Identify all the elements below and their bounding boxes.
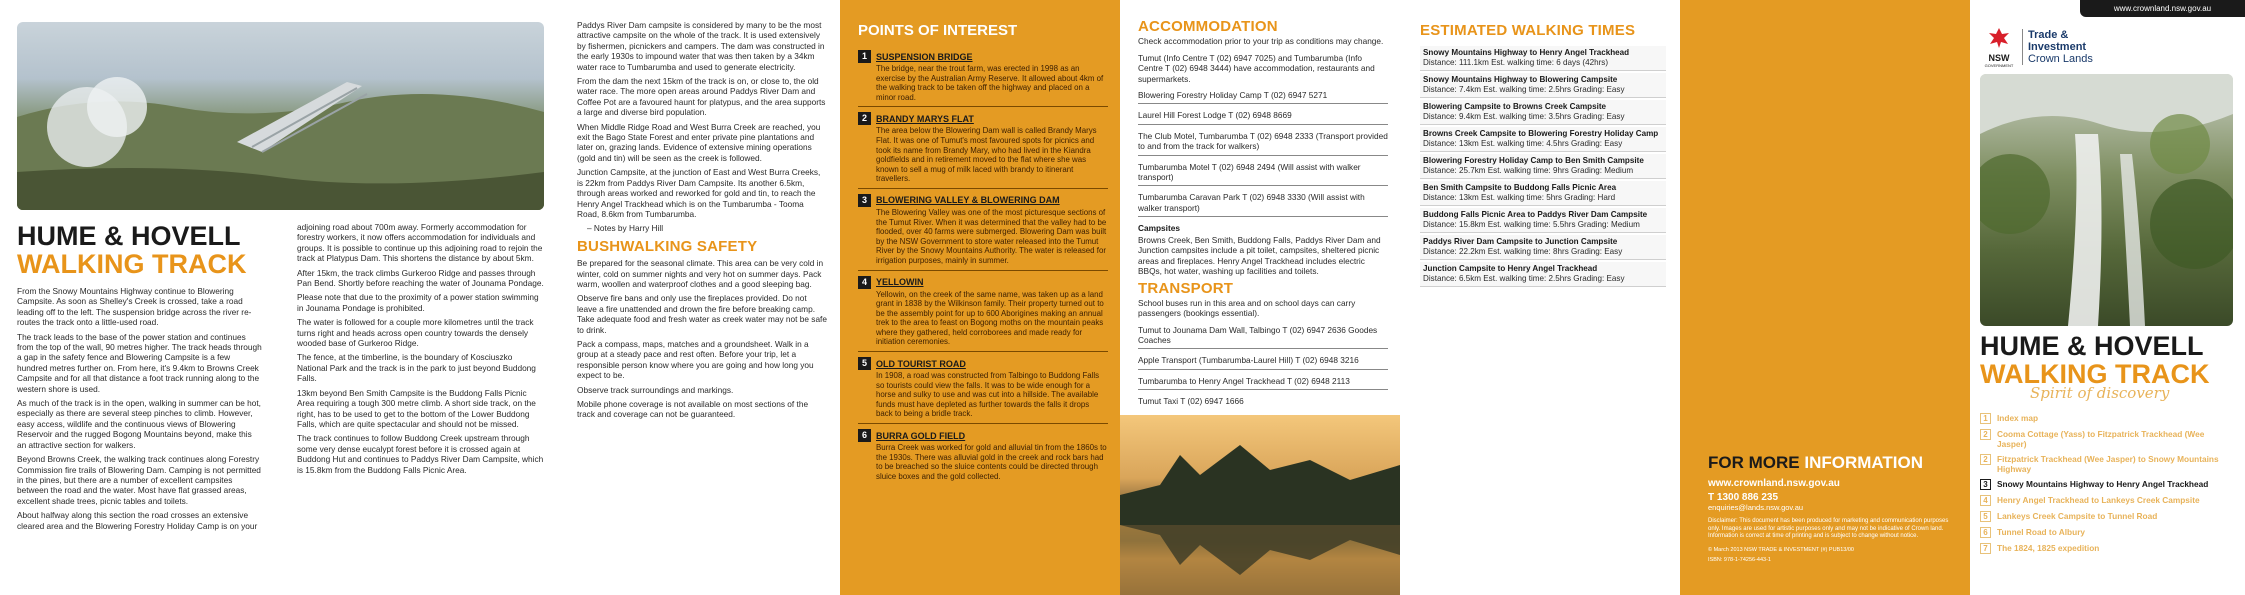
poi-name: OLD TOURIST ROAD [876, 358, 966, 369]
index-label: Lankeys Creek Campsite to Tunnel Road [1997, 511, 2158, 521]
title-line-1: HUME & HOVELL [17, 221, 241, 251]
leg-detail: Distance: 13km Est. walking time: 4.5hrs Grading: Easy [1423, 139, 1623, 148]
poi-item [858, 429, 1108, 485]
transport-item: Tumut Taxi T (02) 6947 1666 [1138, 396, 1244, 407]
contact-block [1708, 478, 1953, 564]
transport-item: Tumut to Jounama Dam Wall, Talbingo T (02) 6947 2636 Goodes Coaches [1138, 325, 1388, 350]
leg-name: Buddong Falls Picnic Area to Paddys River Dam Campsite [1423, 210, 1648, 219]
paragraph: Pack a compass, maps, matches and a groundsheet. Walk in a group at a steady pace and rest often. Before your trip, let a responsible person know where you are going and how long you expect to be. [577, 338, 814, 381]
index-item[interactable] [1980, 527, 2235, 538]
paragraph: About halfway along this section the road crosses an extensive cleared area and the Blowering Forestry Holiday Camp is on your [17, 510, 258, 531]
transport-item: Apple Transport (Tumbarumba-Laurel Hill) T (02) 6948 3216 [1138, 355, 1388, 369]
poi-list [858, 50, 1108, 490]
index-item[interactable] [1980, 429, 2235, 449]
poi-number: 3 [858, 194, 871, 207]
paragraph: Please note that due to the proximity of a power station swimming in Jounama Pondage is prohibited. [297, 292, 539, 313]
page-title [17, 222, 277, 278]
copyright-text: © March 2013 NSW TRADE & INVESTMENT (#) PUB13/00 [1708, 546, 1854, 553]
accommodation-item: Blowering Forestry Holiday Camp T (02) 6947 5271 [1138, 90, 1388, 104]
leg-name: Blowering Campsite to Browns Creek Campsite [1423, 102, 1607, 111]
dept-line-1: Trade & [2028, 29, 2069, 41]
paragraph: Observe fire bans and only use the fireplaces provided. Do not leave a fire unattended and drown the fire before breaking camp. Take adequate food and fresh water as creek water may not be safe to drink. [577, 293, 827, 335]
index-label: Cooma Cottage (Yass) to Fitzpatrick Trackhead (Wee Jasper) [1997, 429, 2205, 449]
panel-points-of-interest [840, 0, 1120, 595]
index-label: Index map [1997, 413, 2039, 423]
poi-text: The area below the Blowering Dam wall is called Brandy Marys Flat. It was one of Tumut's most favoured spots for picnics and took its name from Brandy Mary, who had lived in the Kiandra goldfields and in retirement moved to the flat where she was known to sell a mug of milk laced with brandy to itinerant travellers. [858, 126, 1108, 189]
cover-title-line-2: WALKING TRACK [1980, 359, 2210, 389]
paragraph: The track leads to the base of the power station and continues from the top of the wall, 90 metres higher. The track heads through a gap in the safety fence and Blowering Campsite is a few hundred metres further on. From here, it's 9.4km to Browns Creek Campsite and for all that distance a foot track running along to the western shore is used. [17, 331, 262, 394]
panel-intro [0, 0, 560, 595]
walking-times-heading: ESTIMATED WALKING TIMES [1420, 22, 1636, 39]
website-link[interactable]: www.crownland.nsw.gov.au [1708, 478, 1840, 489]
poi-text: Burra Creek was worked for gold and alluvial tin from the 1860s to the 1930s. There was alluvial gold in the creek and rock bars had to be breached so the sluice contents could be directed through sluice boxes and the gold collected. [876, 443, 1107, 481]
paragraph: After 15km, the track climbs Gurkeroo Ridge and passes through Pan Bend. Shortly before reaching the water of Jounama Pondage. [297, 267, 544, 289]
paragraph: Paddys River Dam campsite is considered by many to be the most attractive campsite on the whole of the track. It is used extensively by fishermen, picnickers and campers. The dam was constructed in the early 1930s to impound water that was then taken by a 34km water race to Tumbarumba and used to generate electricity. [577, 20, 825, 72]
paragraph: Browns Creek, Ben Smith, Buddong Falls, Paddys River Dam and Junction campsites include a pit toilet, campsites, sheltered picnic areas and fireplaces. Henry Angel Trackhead includes electric BBQs, hot water, washing up facilities and toilets. [1138, 234, 1381, 276]
paragraph: As much of the track is in the open, walking in summer can be hot, especially as there are several steep pinches to climb. However, easy access, wildlife and the continuous views of Blowering Reservoir and the rugged Bogong Mountains beyond, make this an attractive section for walkers. [17, 398, 261, 450]
title-line-2: WALKING TRACK [17, 249, 247, 279]
email-link[interactable]: enquiries@lands.nsw.gov.au [1708, 503, 1804, 512]
poi-number: 1 [858, 50, 871, 63]
panel-track-notes [560, 0, 840, 595]
isbn-text: ISBN: 978-1-74256-443-1 [1708, 556, 1771, 563]
paragraph: Observe track surroundings and markings. [577, 384, 734, 395]
index-number: 4 [1980, 495, 1991, 506]
index-number: 2 [1980, 429, 1991, 440]
leg-detail: Distance: 22.2km Est. walking time: 8hrs Grading: Easy [1423, 247, 1623, 256]
leg-name: Junction Campsite to Henry Angel Trackhead [1423, 264, 1598, 273]
index-number: 1 [1980, 413, 1991, 424]
department-name [2022, 29, 2093, 65]
logo-nsw: NSW [1988, 53, 2010, 63]
accommodation-item: Laurel Hill Forest Lodge T (02) 6948 8669 [1138, 110, 1388, 124]
paragraph: From the dam the next 15km of the track is on, or close to, the old water race. The more open areas around Paddys River Dam and Coffee Pot are a favoured haunt for platypus, and the area supports a large and diverse bird population. [577, 76, 826, 118]
index-number: 7 [1980, 543, 1991, 554]
index-number: 6 [1980, 527, 1991, 538]
index-item[interactable] [1980, 511, 2235, 522]
index-label: The 1824, 1825 expedition [1997, 543, 2100, 553]
poi-heading: POINTS OF INTEREST [858, 22, 1018, 39]
transport-heading: TRANSPORT [1138, 280, 1234, 298]
walking-time-item [1420, 73, 1666, 98]
poi-text: In 1908, a road was constructed from Talbingo to Buddong Falls so tourists could view the falls. It was to be wide enough for a horse and sulky to use and was cut into a hillside. The available funds must have depleted as further towards the falls it drops back to being a bridle track. [858, 371, 1108, 424]
leg-detail: Distance: 15.8km Est. walking time: 5.5hrs Grading: Medium [1423, 220, 1640, 229]
leg-detail: Distance: 9.4km Est. walking time: 3.5hrs Grading: Easy [1423, 112, 1625, 121]
paragraph: Mobile phone coverage is not available on most sections of the track and coverage can not be guaranteed. [577, 399, 809, 420]
url-tab[interactable]: www.crownland.nsw.gov.au [2080, 0, 2245, 17]
walking-time-item [1420, 181, 1666, 206]
accommodation-heading: ACCOMMODATION [1138, 18, 1278, 35]
disclaimer-text: Disclaimer: This document has been produced for marketing and communication purposes only. Images are used for artistic purposes only and may not be indicative of Crown land. Information is correct at time of printing and is subject to change without notice. [1708, 518, 1949, 539]
paragraph: The track continues to follow Buddong Creek upstream through some very dense eucalypt forest before it is crossed again at Buddong Hut and continues to Paddys River Dam Campsite, which is 15.8km from the Buddong Falls Picnic Area. [297, 433, 544, 475]
intro-column-1 [17, 286, 262, 535]
more-info-heading [1708, 453, 1923, 473]
intro-column-2 [297, 222, 545, 479]
poi-number: 2 [858, 112, 871, 125]
leg-detail: Distance: 7.4km Est. walking time: 2.5hrs Grading: Easy [1423, 85, 1625, 94]
leg-name: Snowy Mountains Highway to Henry Angel Trackhead [1423, 48, 1630, 57]
poi-name: BRANDY MARYS FLAT [876, 113, 974, 124]
dept-line-2: Investment [2028, 41, 2087, 53]
accommodation-item: Tumbarumba Motel T (02) 6948 2494 (Will assist with walker transport) [1138, 162, 1388, 187]
panel-cover [1970, 0, 2245, 595]
poi-name: BURRA GOLD FIELD [876, 430, 966, 441]
index-item[interactable] [1980, 495, 2235, 506]
leg-name: Paddys River Dam Campsite to Junction Campsite [1423, 237, 1618, 246]
transport-item: Tumbarumba to Henry Angel Trackhead T (02) 6948 2113 [1138, 376, 1388, 390]
leg-name: Snowy Mountains Highway to Blowering Campsite [1423, 75, 1618, 84]
leg-detail: Distance: 13km Est. walking time: 5hrs Grading: Hard [1423, 193, 1616, 202]
walking-times-list [1420, 46, 1666, 289]
walking-time-item [1420, 100, 1666, 125]
index-label: Tunnel Road to Albury [1997, 527, 2086, 537]
leg-name: Blowering Forestry Holiday Camp to Ben Smith Campsite [1423, 156, 1644, 165]
index-label: Snowy Mountains Highway to Henry Angel Trackhead [1997, 479, 2209, 489]
poi-item [858, 276, 1108, 353]
track-notes-column [577, 20, 827, 424]
index-item[interactable] [1980, 454, 2235, 474]
logo-government: GOVERNMENT [1984, 63, 2014, 68]
index-number: 2 [1980, 454, 1991, 465]
index-number: 3 [1980, 479, 1991, 490]
paragraph: 13km beyond Ben Smith Campsite is the Buddong Falls Picnic Area requiring a tough 300 metre climb. A short side track, on the right, has to be used to get to the bottom of the Lower Buddong Falls, which are quite spectacular and should not be missed. [297, 387, 536, 429]
cover-title [1980, 332, 2240, 388]
dept-line-3: Crown Lands [2028, 53, 2093, 65]
panel-more-information [1680, 0, 1970, 595]
walking-time-item [1420, 208, 1666, 233]
paragraph: The fence, at the timberline, is the boundary of Kosciuszko National Park and the track is in the park to just beyond Buddong Falls. [297, 352, 536, 384]
leg-detail: Distance: 25.7km Est. walking time: 9hrs Grading: Medium [1423, 166, 1634, 175]
poi-text: Yellowin, on the creek of the same name, was taken up as a land grant in 1838 by the Wilkinson family. Their property turned out to be the assembly point for up to 600 Aborigines making an annual trek to the area to feast on Bogong moths on the mountain peaks where they gathered, held corroborees and made ready for initiation ceremonies. [858, 290, 1108, 353]
cover-title-line-1: HUME & HOVELL [1980, 331, 2204, 361]
paragraph: adjoining road about 700m away. Formerly accommodation for forestry workers, it now offers accommodation for individuals and groups. It is possible to continue up this adjoining road to rejoin the track at Platypus Dam. This shortens the distance by about 5km. [297, 222, 543, 264]
paragraph: From the Snowy Mountains Highway continue to Blowering Campsite. As soon as Shelley's Creek is crossed, take a road leading off to the left. The suspension bridge across the river re-routes the track onto a little-used road. [17, 286, 252, 328]
paragraph: Tumut (Info Centre T (02) 6947 7025) and Tumbarumba (Info Centre T (02) 6948 3444) have accommodation, restaurants and supermarkets. [1138, 52, 1375, 84]
walking-time-item [1420, 262, 1666, 287]
walking-time-item [1420, 46, 1666, 71]
poi-item [858, 112, 1108, 189]
paragraph: School buses run in this area and on school days can carry passengers (bookings essential). [1138, 297, 1356, 319]
index-item[interactable] [1980, 413, 2235, 424]
waratah-icon [1987, 27, 2011, 49]
notes-credit: – Notes by Harry Hill [587, 223, 664, 234]
hydro-power-station-photo [17, 22, 544, 210]
lake-sunset-photo [1120, 415, 1400, 595]
waterfall-photo [1980, 74, 2233, 326]
poi-item [858, 194, 1108, 271]
information-label: INFORMATION [1804, 453, 1924, 472]
section-index [1980, 413, 2235, 559]
poi-name: BLOWERING VALLEY & BLOWERING DAM [876, 195, 1060, 206]
for-more-label: FOR MORE [1708, 453, 1800, 472]
accommodation-item: The Club Motel, Tumbarumba T (02) 6948 2333 (Transport provided to and from the track for walkers) [1138, 131, 1388, 156]
walking-time-item [1420, 235, 1666, 260]
walking-time-item [1420, 154, 1666, 179]
index-item[interactable] [1980, 543, 2235, 554]
poi-number: 4 [858, 276, 871, 289]
poi-number: 5 [858, 357, 871, 370]
safety-heading: BUSHWALKING SAFETY [577, 237, 758, 255]
poi-item [858, 357, 1108, 424]
leg-name: Browns Creek Campsite to Blowering Forestry Holiday Camp [1423, 129, 1659, 138]
panel-accommodation-transport [1120, 0, 1400, 595]
index-item-active[interactable] [1980, 479, 2235, 490]
accommodation-section [1138, 18, 1388, 413]
phone-number: T 1300 886 235 [1708, 492, 1779, 503]
leg-detail: Distance: 111.1km Est. walking time: 6 days (42hrs) [1423, 58, 1609, 67]
index-label: Henry Angel Trackhead to Lankeys Creek Campsite [1997, 495, 2200, 505]
paragraph: Check accommodation prior to your trip as conditions may change. [1138, 36, 1384, 47]
index-number: 5 [1980, 511, 1991, 522]
walking-time-item [1420, 127, 1666, 152]
nsw-government-logo [1980, 27, 2018, 67]
poi-name: SUSPENSION BRIDGE [876, 51, 973, 62]
paragraph: When Middle Ridge Road and West Burra Creek are reached, you exit the Bago State Forest and enter private pine plantations and later on, grazing lands. Evidence of extensive mining operations (gold and tin) will be seen as the creek is followed. [577, 121, 821, 163]
poi-name: YELLOWIN [876, 277, 924, 287]
campsites-heading: Campsites [1138, 223, 1180, 234]
leg-detail: Distance: 6.5km Est. walking time: 2.5hrs Grading: Easy [1423, 274, 1625, 283]
paragraph: Beyond Browns Creek, the walking track continues along Forestry Commission fire trails of Blowering Dam. Camping is not permitted in the pines, but there are a number of excellent campsites between the road and the water. Most have flat grassed areas, excellent shade trees, picnic tables and toilets. [17, 454, 261, 506]
poi-text: The bridge, near the trout farm, was erected in 1998 as an exercise by the Australian Army Reserve. It allowed about 4km of the walking track to be taken off the highway and placed on a minor road. [858, 64, 1108, 107]
paragraph: Junction Campsite, at the junction of East and West Burra Creeks, is 22km from Paddys River Dam Campsite. Its another 6.5km, through areas worked and reworked for gold and tin, to reach the Henry Angel Trackhead which is on the Tumbarumba - Tooma Road, 8.6km from Tumbarumba. [577, 167, 821, 219]
index-label: Fitzpatrick Trackhead (Wee Jasper) to Snowy Mountains Highway [1997, 454, 2219, 474]
poi-number: 6 [858, 429, 871, 442]
poi-text: The Blowering Valley was one of the most picturesque sections of the Tumut River. When it was determined that the valley had to be flooded, over 40 farms were submerged. Blowering Dam was built by the NSW Government to store water released into the Tumut River by the Snowy Mountains Authority. The water is released for irrigation purposes, mainly in summer. [858, 208, 1108, 271]
paragraph: Be prepared for the seasonal climate. This area can be very cold in winter, cold on summer nights and very hot on summer days. Pack warm, woollen and waterproof clothes and a good sleeping bag. [577, 258, 824, 289]
poi-item [858, 50, 1108, 107]
paragraph: The water is followed for a couple more kilometres until the track turns right and heads across open country towards the densely wooded base of Gurkeroo Ridge. [297, 317, 534, 349]
leg-name: Ben Smith Campsite to Buddong Falls Picnic Area [1423, 183, 1617, 192]
tagline: Spirit of discovery [2030, 384, 2170, 402]
accommodation-item: Tumbarumba Caravan Park T (02) 6948 3330 (Will assist with walker transport) [1138, 192, 1388, 217]
